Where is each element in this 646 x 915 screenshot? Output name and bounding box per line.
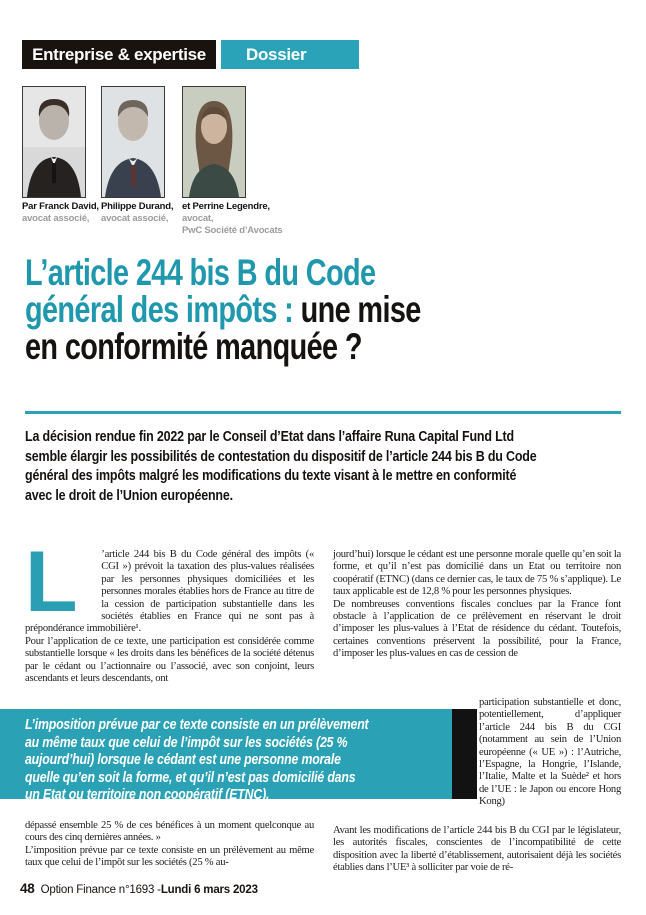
body-paragraph: dépassé ensemble 25 % de ces bénéfices à un moment quelconque au cours des cinq dernières années. » xyxy=(25,820,314,844)
headshot-man-1 xyxy=(23,87,85,197)
author-caption-3 xyxy=(182,201,292,237)
author-photo-1 xyxy=(22,86,86,198)
intro-paragraph: La décision rendue fin 2022 par le Conseil d’Etat dans l’affaire Runa Capital Fund Ltd semble élargir les possibilités de contestation du dispositif de l’article 244 bis B du Code général des impôts malgré les modifications du texte visant à le mettre en conformité avec le droit de l’Union européenne. xyxy=(25,429,537,504)
headshot-woman xyxy=(183,87,245,197)
section-tab xyxy=(22,40,216,69)
body-paragraph: L ’article 244 bis B du Code général des impôts (« CGI ») prévoit la taxation des plus-values réalisées par les personnes physiques domiciliées et les personnes morales établies hors de France au titre de la cession de participation substantielle dans les sociétés établies en France qui ne sont pas à prépondérance immobilière¹. xyxy=(25,534,314,635)
article-title-line1: L’article 244 bis B du Code xyxy=(25,252,376,293)
author-role: avocat associé, xyxy=(22,213,90,224)
author-name: et Perrine Legendre, xyxy=(182,201,270,212)
left-column-bottom xyxy=(25,820,314,870)
body-paragraph: participation substantielle et donc, potentiellement, d’appliquer l’article 244 bis B du CGI (notamment au sein de l’Union européenne (« UE ») : l’Autriche, l’Espagne, la Hongrie, l’Islande, l’Italie, Malte et la Suède² et hors de l’UE : le Japon ou encore Hong Kong) xyxy=(479,697,621,808)
dossier-tab xyxy=(221,40,359,69)
body-paragraph: jourd’hui) lorsque le cédant est une personne morale quelle qu’en soit la forme, et qu’il n’est pas domicilié dans un Etat ou territoire non coopératif (ETNC) (dans ce dernier cas, le taux de 75 % s’applique). Le taux applicable est de 12,8 % pour les personnes physiques. xyxy=(333,549,621,598)
drop-cap: L xyxy=(25,534,78,630)
author-name: Philippe Durand, xyxy=(101,201,174,212)
author-name: Par Franck David, xyxy=(22,201,99,212)
body-paragraph: L’imposition prévue par ce texte consiste en un prélèvement au même taux que celui de l’impôt sur les sociétés (25 % au- xyxy=(25,844,314,869)
body-paragraph: Avant les modifications de l’article 244 bis B du CGI par le législateur, les autorités fiscales, conscientes de l’incompatibilité de cette disposition avec la liberté d’établissement, autorisaient déjà les sociétés établies dans l’UE³ à solliciter par voie de ré- xyxy=(333,825,621,874)
headshot-man-2 xyxy=(102,87,164,197)
author-role: avocat associé, xyxy=(101,213,169,224)
article-title-line2: général des impôts : une mise xyxy=(25,289,421,330)
body-paragraph: De nombreuses conventions fiscales conclues par la France font obstacle à l’application de ce prélèvement en réservant le droit d’imposer les plus-values à l’Etat de résidence du cédant. Toutefois, certaines conventions préservent la possibilité, pour la France, d’imposer les plus-values en cas de cession de xyxy=(333,598,621,660)
divider-rule xyxy=(25,411,621,414)
author-firm: PwC Société d’Avocats xyxy=(182,225,283,236)
author-photo-3 xyxy=(182,86,246,198)
right-column-narrow xyxy=(479,697,621,809)
page-number: 48 xyxy=(20,881,35,896)
pull-quote-black-band xyxy=(452,709,477,799)
issue-date: Lundi 6 mars 2023 xyxy=(160,884,258,896)
article-title-line3: en conformité manquée ? xyxy=(25,326,362,367)
pull-quote-box xyxy=(0,709,452,804)
section-tab-label: Entreprise & expertise xyxy=(32,44,206,64)
author-role: avocat, xyxy=(182,213,214,224)
right-column-bottom xyxy=(333,825,621,875)
body-paragraph: Pour l’application de ce texte, une participation est considérée comme substantielle lorsque « les droits dans les bénéfices de la société détenus par le cédant ou l’actionnaire ou l’associé, avec son conjoint, leurs ascendants et leurs descendants, ont xyxy=(25,635,314,685)
article-title xyxy=(25,254,421,365)
dossier-tab-label: Dossier xyxy=(246,44,307,64)
pull-quote-text: L’imposition prévue par ce texte consiste en un prélèvement au même taux que celui de l’impôt sur les sociétés (25 % aujourd’hui) lorsque le cédant est une personne morale quelle qu’en soit la forme, et qu’il n’est pas domicilié dans un Etat ou territoire non coopératif (ETNC). xyxy=(25,716,369,804)
page-footer xyxy=(20,881,258,896)
author-photo-2 xyxy=(101,86,165,198)
right-column-top xyxy=(333,549,621,661)
left-column-top xyxy=(25,534,314,685)
publication-name: Option Finance n°1693 - xyxy=(40,884,161,896)
